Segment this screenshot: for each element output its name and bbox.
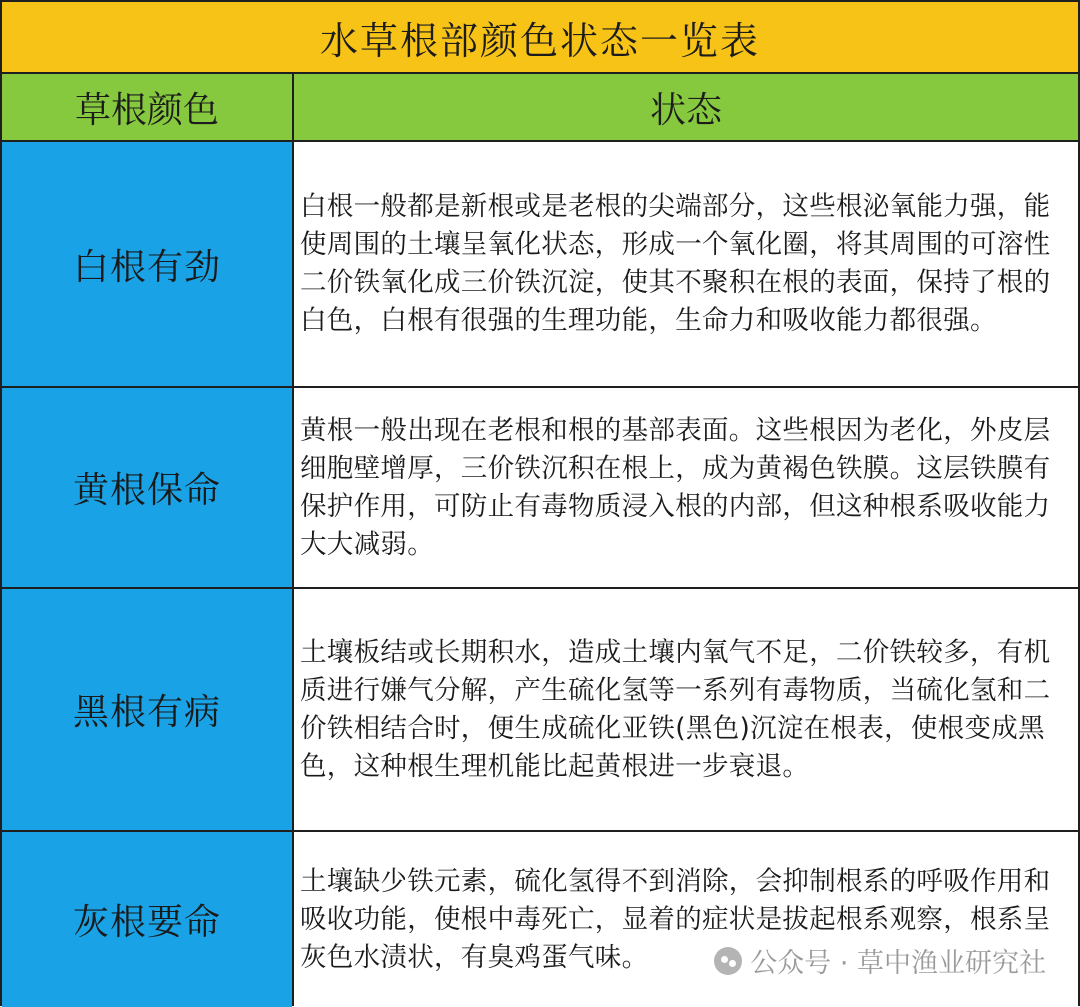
row-desc-text: 土壤板结或长期积水，造成土壤内氧气不足，二价铁较多，有机质进行嫌气分解，产生硫化氢等一系列有毒物质，当硫化氢和二价铁相结合时，便生成硫化亚铁(黑色)沉淀在根表，使根变成黑色，这种根生理机能比起黄根进一步衰退。 — [300, 636, 1051, 782]
row-desc-yellow-root — [294, 388, 1078, 587]
row-label-yellow-root: 黄根保命 — [2, 388, 292, 587]
watermark — [714, 941, 1046, 980]
table-grid — [2, 2, 1078, 1004]
row-desc-text: 黄根一般出现在老根和根的基部表面。这些根因为老化，外皮层细胞壁增厚，三价铁沉积在根上，成为黄褐色铁膜。这层铁膜有保护作用，可防止有毒物质浸入根的内部，但这种根系吸收能力大大减弱。 — [300, 414, 1051, 560]
wechat-icon — [714, 947, 742, 975]
row-desc-black-root — [294, 589, 1078, 830]
watermark-text: 公众号 · 草中渔业研究社 — [750, 948, 1046, 979]
row-desc-text: 土壤缺少铁元素，硫化氢得不到消除，会抑制根系的呼吸作用和吸收功能，使根中毒死亡，显着的症状是拔起根系观察，根系呈灰色水渍状，有臭鸡蛋气味。 — [300, 865, 1051, 973]
table-title: 水草根部颜色状态一览表 — [2, 2, 1078, 72]
row-desc-gray-root — [294, 832, 1078, 1007]
row-desc-text: 白根一般都是新根或是老根的尖端部分，这些根泌氧能力强，能使周围的土壤呈氧化状态，形成一个氧化圈，将其周围的可溶性二价铁氧化成三价铁沉淀，使其不聚积在根的表面，保持了根的白色，白根有很强的生理功能，生命力和吸收能力都很强。 — [300, 191, 1051, 336]
row-label-white-root: 白根有劲 — [2, 142, 292, 386]
header-status: 状态 — [294, 74, 1078, 140]
header-root-color: 草根颜色 — [2, 74, 292, 140]
row-desc-white-root — [294, 142, 1078, 386]
row-label-gray-root: 灰根要命 — [2, 832, 292, 1007]
row-label-black-root: 黑根有病 — [2, 589, 292, 830]
